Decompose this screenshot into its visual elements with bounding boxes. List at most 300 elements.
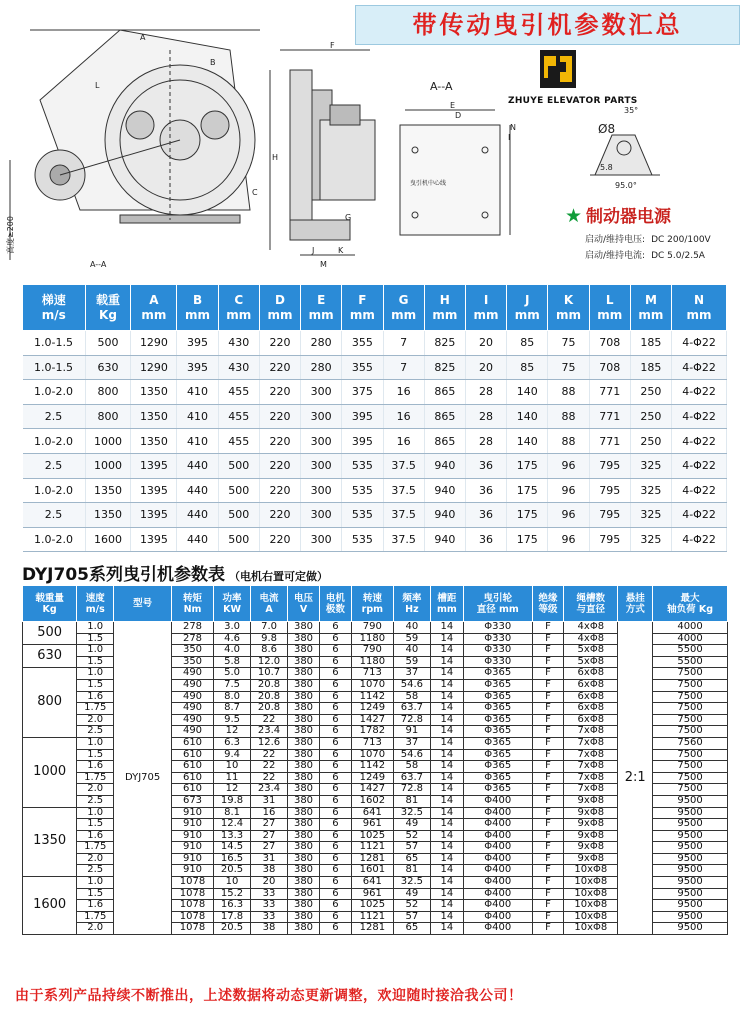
table-cell: 14 [430,865,463,877]
dim-label: 5.8 [600,163,613,172]
table-cell: 14 [430,830,463,842]
table-cell: 610 [171,737,213,749]
dimension-header-cell [507,285,548,331]
table-cell: 4-Φ22 [672,527,727,552]
table-cell: Φ400 [463,888,532,900]
table-cell: 54.6 [393,679,430,691]
table-cell: 630 [85,355,131,380]
table-cell: 6 [319,726,351,738]
header-unit: KW [223,603,241,615]
table-cell: 1249 [351,772,393,784]
table-cell: 1000 [85,429,131,454]
table-cell: Φ400 [463,900,532,912]
table-cell: 2.5 [77,795,114,807]
table-cell: 14 [430,877,463,889]
star-icon: ★ [565,205,583,227]
table-cell: 6 [319,888,351,900]
header-top: A [149,292,159,307]
header-top: L [605,292,614,307]
angle-label-1: 35° [624,106,639,115]
table-cell: 1078 [171,888,213,900]
table-cell: 9.4 [214,749,251,761]
table-cell: 6 [319,923,351,935]
table-cell: 32.5 [393,807,430,819]
table-cell: 9500 [653,830,728,842]
table-cell: 7500 [653,784,728,796]
table-cell: 430 [218,355,259,380]
table-cell: 14 [430,726,463,738]
table-cell: 1350 [131,404,177,429]
table-cell: 1.0 [77,807,114,819]
table-cell: 380 [288,842,320,854]
table-cell: 175 [507,478,548,503]
table-cell: Φ400 [463,830,532,842]
table-cell: 940 [424,453,465,478]
table-cell: 713 [351,737,393,749]
table-cell: Φ365 [463,668,532,680]
table-cell: 490 [171,703,213,715]
table-cell: 1070 [351,679,393,691]
table-cell: 1249 [351,703,393,715]
header-top: 转矩 [182,592,202,604]
table-cell: 3.0 [214,622,251,634]
table-cell: 300 [301,453,342,478]
table-cell: 58 [393,691,430,703]
table-cell: 1.5 [77,679,114,691]
header-unit: 直径 mm [476,603,519,615]
table-cell: 7xΦ8 [564,749,618,761]
table-row [23,622,728,634]
brake-current-label: 启动/维持电流: [585,251,646,261]
table-cell: 410 [177,429,218,454]
table-cell: 14 [430,749,463,761]
table-cell: 9xΦ8 [564,853,618,865]
param-table-title [22,560,328,585]
table-cell: 65 [393,853,430,865]
table-cell: 380 [288,807,320,819]
table-cell: 1350 [85,503,131,528]
table-cell: 22 [251,761,288,773]
table-cell: 2.5 [23,453,86,478]
table-cell: 1.6 [77,900,114,912]
table-cell: 40 [393,645,430,657]
header-unit: Hz [405,603,419,615]
table-cell: 9500 [653,911,728,923]
table-cell: 16 [383,404,424,429]
param-header-cell [23,586,77,622]
table-cell: 4-Φ22 [672,380,727,405]
table-cell: 7xΦ8 [564,726,618,738]
table-cell: 10 [214,877,251,889]
table-cell: 4-Φ22 [672,355,727,380]
table-cell: 1600 [85,527,131,552]
table-cell: 250 [630,380,671,405]
table-cell: 380 [288,645,320,657]
table-cell: 14 [430,819,463,831]
brake-power-title [565,202,671,227]
table-cell: 708 [589,355,630,380]
table-cell: 22 [251,714,288,726]
table-cell: 20 [251,877,288,889]
base-plate-drawing [400,110,510,235]
table-cell: 220 [259,331,300,356]
table-cell: 7500 [653,691,728,703]
table-cell: 4-Φ22 [672,404,727,429]
table-row [23,404,727,429]
param-table-body [23,622,728,935]
dimension-header-cell [589,285,630,331]
table-cell: 16 [383,380,424,405]
table-cell: 2.0 [77,923,114,935]
table-cell: 410 [177,404,218,429]
letter-M: M [320,260,327,269]
table-cell: 708 [589,331,630,356]
param-table-title-text: DYJ705系列曳引机参数表 [22,565,225,585]
table-cell: 940 [424,503,465,528]
table-cell: 910 [171,819,213,831]
table-cell: 1070 [351,749,393,761]
table-cell: 4.0 [214,645,251,657]
header-top: 曳引轮 [483,592,512,604]
table-cell: 9500 [653,923,728,935]
table-cell: 7500 [653,749,728,761]
header-top: K [563,292,574,307]
table-cell: 9xΦ8 [564,830,618,842]
table-cell: 31 [251,853,288,865]
table-cell: 14 [430,668,463,680]
table-cell: 37.5 [383,453,424,478]
brake-voltage-value: DC 200/100V [651,235,711,245]
table-cell: 610 [171,772,213,784]
table-row [23,503,727,528]
dimension-header-cell [23,285,86,331]
table-cell: 440 [177,527,218,552]
table-cell: 57 [393,911,430,923]
table-cell: 380 [288,691,320,703]
table-cell: 961 [351,819,393,831]
table-cell: 1427 [351,714,393,726]
header-unit: m/s [85,603,105,615]
table-cell: 1.6 [77,830,114,842]
table-cell: 14 [430,622,463,634]
table-cell: 10xΦ8 [564,888,618,900]
table-cell: 8.1 [214,807,251,819]
table-cell: F [532,737,564,749]
table-cell: Φ330 [463,622,532,634]
header-unit: 等级 [538,603,558,615]
brake-current-line [585,248,711,261]
table-cell: 10xΦ8 [564,911,618,923]
table-cell: 1180 [351,633,393,645]
table-cell: 280 [301,331,342,356]
header-top: 型号 [133,598,153,609]
table-cell: 1.0-2.0 [23,380,86,405]
table-cell: F [532,726,564,738]
table-cell: 58 [393,761,430,773]
param-header-cell [564,586,618,622]
table-cell: 14 [430,853,463,865]
header-unit: mm [226,307,252,322]
table-cell: 10xΦ8 [564,877,618,889]
table-cell: 1180 [351,656,393,668]
table-cell: 1078 [171,923,213,935]
table-cell: 10 [214,761,251,773]
table-cell: 1601 [351,865,393,877]
table-cell: 10xΦ8 [564,900,618,912]
letter-F: F [330,41,335,50]
table-cell: 65 [393,923,430,935]
table-cell: 11 [214,772,251,784]
table-cell: 4000 [653,633,728,645]
table-cell: 6 [319,749,351,761]
param-header-cell [319,586,351,622]
letter-J: J [312,246,315,255]
header-top: N [693,292,705,307]
table-cell: 325 [630,478,671,503]
header-top: 载重量 [35,592,64,604]
table-cell: 14 [430,911,463,923]
table-cell: 610 [171,761,213,773]
table-cell: 185 [630,331,671,356]
table-cell: 380 [288,737,320,749]
table-cell: 7 [383,355,424,380]
table-cell: 380 [288,900,320,912]
dimension-header-cell [131,285,177,331]
table-cell: 1.0 [77,668,114,680]
param-header-cell [653,586,728,622]
table-cell: 395 [177,355,218,380]
param-header-cell [618,586,653,622]
header-unit: rpm [361,603,384,615]
table-cell: 795 [589,453,630,478]
table-cell: 4-Φ22 [672,331,727,356]
table-cell: 961 [351,888,393,900]
table-cell: 1.5 [77,656,114,668]
table-cell: 380 [288,923,320,935]
table-cell: 27 [251,842,288,854]
dimension-table-body [23,331,727,552]
table-cell: 220 [259,355,300,380]
table-cell: F [532,877,564,889]
table-cell: Φ365 [463,703,532,715]
header-top: 最大 [680,592,700,604]
table-cell: 4xΦ8 [564,633,618,645]
section-label: A--A [430,80,453,93]
table-cell: 1350 [131,380,177,405]
table-cell: 1290 [131,355,177,380]
table-cell: 1602 [351,795,393,807]
table-cell: 610 [171,749,213,761]
header-top: D [274,292,285,307]
table-cell: 1.0-2.0 [23,527,86,552]
table-cell: 6 [319,772,351,784]
table-cell: 20.8 [251,679,288,691]
side-view-drawing [270,50,375,255]
table-cell: 455 [218,404,259,429]
table-cell: 175 [507,503,548,528]
param-table-header [23,586,728,622]
rope-dia-label: Ø8 [598,122,616,136]
letter-A: A [140,33,146,42]
table-cell: 49 [393,888,430,900]
dimension-table-header [23,285,727,331]
table-cell: 7500 [653,679,728,691]
table-cell: 7500 [653,761,728,773]
table-cell: 36 [465,503,506,528]
table-cell: 16 [383,429,424,454]
table-cell: 14 [430,888,463,900]
table-cell: 6 [319,819,351,831]
table-cell: 395 [342,429,383,454]
table-cell: 795 [589,527,630,552]
table-cell: 7.0 [251,622,288,634]
table-cell: 96 [548,478,589,503]
param-header-cell [288,586,320,622]
table-cell: F [532,622,564,634]
table-cell: 22 [251,772,288,784]
table-cell: 5500 [653,656,728,668]
table-cell: 300 [301,527,342,552]
table-cell: 14 [430,923,463,935]
table-cell: 36 [465,527,506,552]
table-cell: 535 [342,503,383,528]
table-cell: 185 [630,355,671,380]
table-cell: 140 [507,404,548,429]
param-header-cell [251,586,288,622]
table-cell: 713 [351,668,393,680]
dimension-table [22,284,727,552]
table-cell: 1.0-2.0 [23,478,86,503]
table-cell: F [532,900,564,912]
table-cell: 6 [319,784,351,796]
table-cell: 1025 [351,830,393,842]
table-cell: 9xΦ8 [564,842,618,854]
table-cell: 15.2 [214,888,251,900]
table-cell: 1350 [131,429,177,454]
table-cell: 380 [288,726,320,738]
table-cell: 1782 [351,726,393,738]
header-unit: mm [185,307,211,322]
table-cell: 300 [301,503,342,528]
table-cell: 1.5 [77,633,114,645]
table-cell: 14 [430,703,463,715]
header-top: 功率 [222,592,242,604]
table-cell: 7500 [653,726,728,738]
param-table-subtitle: （电机右置可定做） [229,570,328,583]
table-cell: 825 [424,331,465,356]
dimension-header-cell [630,285,671,331]
table-cell: 375 [342,380,383,405]
logo-text: ZHUYE ELEVATOR PARTS [508,96,638,106]
header-unit: Kg [42,603,57,615]
table-cell: 6 [319,737,351,749]
table-cell: 910 [171,830,213,842]
table-cell: Φ400 [463,842,532,854]
table-cell: 16.5 [214,853,251,865]
header-top: 载重 [95,292,120,307]
table-cell: 641 [351,807,393,819]
table-cell: 440 [177,503,218,528]
table-cell: 395 [342,404,383,429]
table-cell: Φ365 [463,784,532,796]
table-cell: 175 [507,527,548,552]
letter-L: L [95,81,100,90]
table-cell: 36 [465,478,506,503]
param-header-cell [77,586,114,622]
table-cell: 800 [85,380,131,405]
header-unit: A [265,603,273,615]
header-top: 电压 [294,592,314,604]
table-cell: 1.0 [77,622,114,634]
table-cell: 380 [288,714,320,726]
front-view-drawing [10,30,260,260]
table-cell: 52 [393,830,430,842]
table-cell: 490 [171,691,213,703]
table-cell: 6 [319,877,351,889]
table-cell: 220 [259,453,300,478]
table-cell: F [532,668,564,680]
table-cell: 641 [351,877,393,889]
table-cell: F [532,911,564,923]
load-cell: 1600 [23,877,77,935]
header-unit: Kg [99,307,117,322]
table-cell: 40 [393,622,430,634]
model-cell: DYJ705 [114,622,172,935]
table-cell: 75 [548,355,589,380]
table-cell: 500 [85,331,131,356]
table-cell: 500 [218,478,259,503]
table-cell: F [532,679,564,691]
table-cell: Φ365 [463,749,532,761]
table-cell: 9500 [653,888,728,900]
table-cell: 1.5 [77,819,114,831]
table-cell: Φ400 [463,819,532,831]
header-top: J [525,292,530,307]
header-top: 槽距 [437,592,457,604]
table-cell: 37 [393,737,430,749]
table-cell: 12.4 [214,819,251,831]
header-unit: mm [473,307,499,322]
load-cell: 630 [23,645,77,668]
table-cell: 910 [171,853,213,865]
param-header-cell [351,586,393,622]
table-cell: 1078 [171,877,213,889]
table-cell: Φ365 [463,761,532,773]
table-cell: 14 [430,784,463,796]
table-row [23,355,727,380]
table-cell: 355 [342,331,383,356]
table-cell: 88 [548,380,589,405]
table-cell: 455 [218,429,259,454]
table-cell: 6 [319,633,351,645]
header-unit: m/s [41,307,66,322]
table-cell: 1121 [351,911,393,923]
table-cell: Φ400 [463,865,532,877]
table-cell: 6 [319,656,351,668]
table-cell: 4.6 [214,633,251,645]
table-cell: 14 [430,633,463,645]
table-cell: 14 [430,737,463,749]
table-cell: 4xΦ8 [564,622,618,634]
dimension-header-cell [177,285,218,331]
table-cell: 12.6 [251,737,288,749]
table-cell: 220 [259,527,300,552]
table-cell: 380 [288,772,320,784]
table-cell: 27 [251,830,288,842]
table-cell: 7 [383,331,424,356]
table-cell: 81 [393,865,430,877]
table-cell: 7xΦ8 [564,761,618,773]
